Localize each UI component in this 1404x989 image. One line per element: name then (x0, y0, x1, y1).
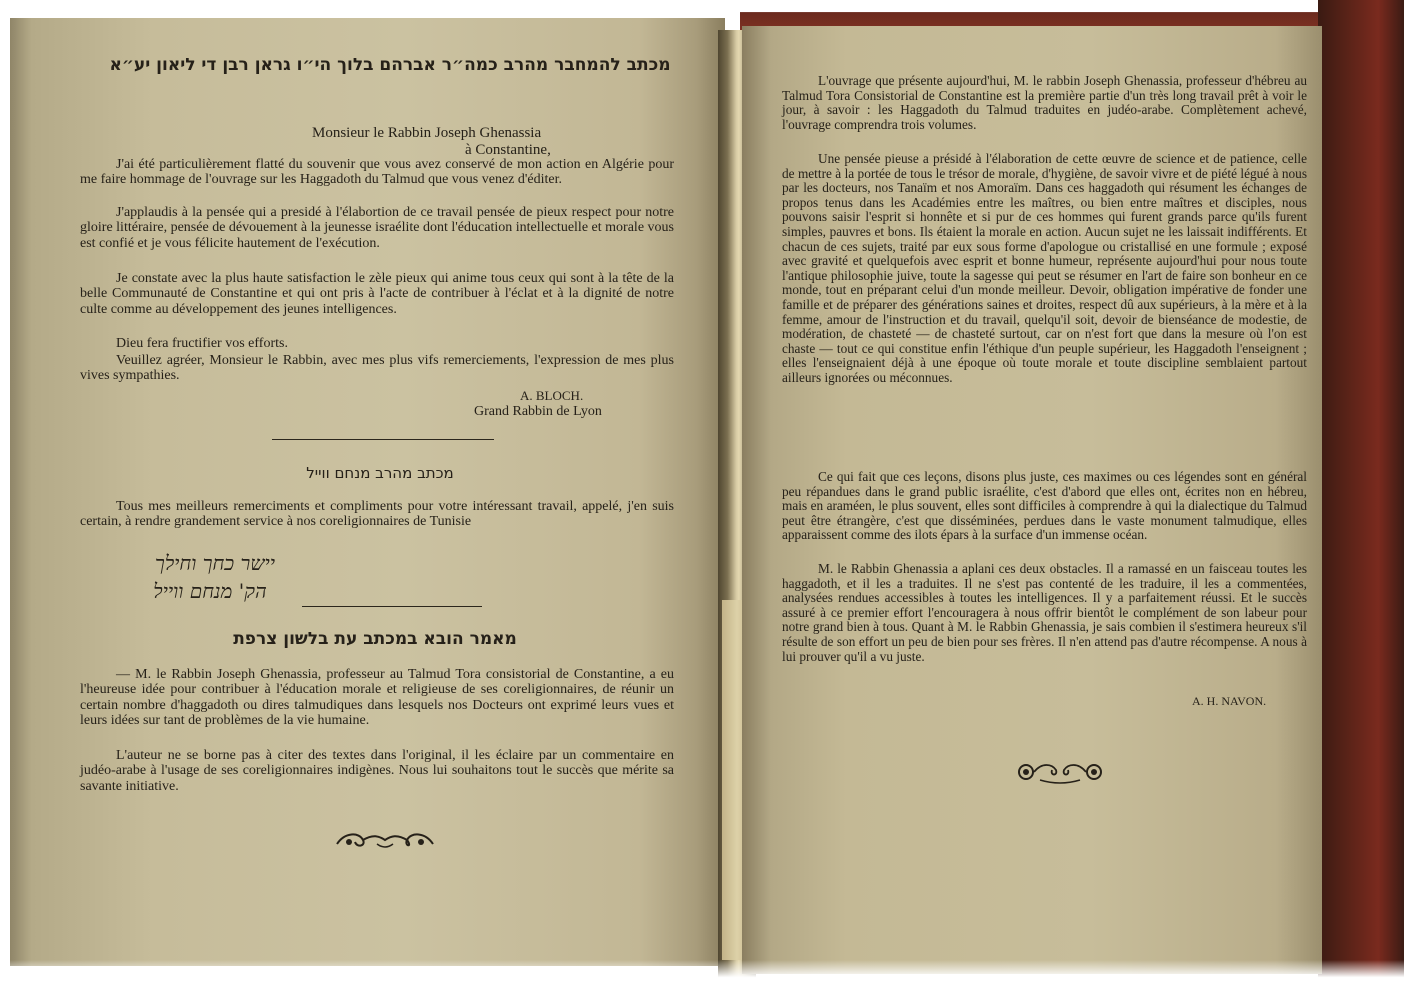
fleuron-ornament-icon (333, 824, 437, 852)
article-paragraph: — M. le Rabbin Joseph Ghenassia, professeur au Talmud Tora consistorial de Constantine, a eu l'heureuse idée pour contribuer à l'éducation morale et religieuse de ses coreligionnaires, de réunir un certain nombre d'haggadoth ou dires talmudiques dans lesquels nos Docteurs ont exprimé leurs vues et leurs idées sur tant de problèmes de la vie humaine. (80, 667, 674, 729)
article-paragraph: L'auteur ne se borne pas à citer des textes dans l'original, il les éclaire par un commentaire en judéo-arabe à l'usage de ses coreligionnaires indigènes. Nous lui souhaitons tout le succès que mérite sa savante initiative. (80, 748, 674, 794)
right-paragraph: M. le Rabbin Ghenassia a aplani ces deux obstacles. Il a ramassé en un faisceau toutes les haggadoth, et il les a traduites. Il ne s'est pas contenté de les traduire, il les a commentées, analysées rendues accessibles à toutes les intelligences. Il y a parfaitement réussi. Et le succès assuré à ce premier effort l'encouragera à nous offrir bientôt le complément de son labeur pour notre grand bien à tous. Quant à M. le Rabbin Ghenassia, je sais combien il s'estimera heureux s'il résulte de son effort un peu de bien pour ses frères. Il n'en attend pas d'autre récompense. A nous à lui prouver qu'il a vu juste. (782, 561, 1307, 664)
right-paragraph: Ce qui fait que ces leçons, disons plus juste, ces maximes ou ces légendes sont en général peu répandues dans le grand public israélite, c'est d'abord que elles ont, écrites non en hébreu, mais en araméen, le plus souvent, elles sont difficiles à comprendre à qui la dialectique du Talmud peut être étrangère, c'est que disséminées, perdues dans le vaste monument talmudique, elles apparaissent comme des ilots épars à la surface d'un immense océan. (782, 469, 1307, 543)
letter1-paragraph: J'applaudis à la pensée qui a presidé à l'élabortion de ce travail pensée de pieux respect pour notre gloire littéraire, pensée de dévouement à la jeunesse israélite dont l'éducation intellectuelle et morale vous est confié et je vous félicite hautement de l'exécution. (80, 205, 674, 251)
photo-bottom-margin (0, 960, 1404, 989)
left-page (10, 18, 725, 966)
letter1-paragraph: Veuillez agréer, Monsieur le Rabbin, avec mes plus vifs remerciements, l'expression de mes plus vives sympathies. (80, 353, 674, 384)
right-page (742, 26, 1322, 974)
article-hebrew-heading: מאמר הובא במכתב עת בלשון צרפת (233, 629, 517, 649)
right-paragraph: L'ouvrage que présente aujourd'hui, M. le rabbin Joseph Ghenassia, professeur d'hébreu au Talmud Tora Consistorial de Constantine est la première partie d'un très long travail prêt à voir le jour, à savoir : les Haggadoth du Talmud traduites en judéo-arabe. Complètement achevé, l'ouvrage comprendra trois volumes. (782, 73, 1307, 132)
right-signature: A. H. NAVON. (1192, 694, 1267, 708)
addressee-name: Monsieur le Rabbin Joseph Ghenassia (312, 125, 542, 141)
hebrew-blessing: יישר כחך וחילך (155, 551, 275, 575)
right-paragraph: Une pensée pieuse a présidé à l'élaboration de cette œuvre de science et de patience, celle de mettre à la portée de tous le trésor de morale, d'hygiène, de savoir vivre et de piété légué à nous par les docteurs, nos Tanaïm et nos Amoraïm. Dans ces haggadoth qui résument les échanges de propos tenus dans les Académies entre les maîtres, ou bien entre maîtres et disciples, nous pouvons saisir l'esprit si honnête et si pur de ces hommes qui furent grands parce qu'ils furent simples, pauvres et bons. Ils étaient la morale en action. Aucun sujet ne les laissait indifférents. Et chacun de ces sujets, traité par eux sous forme d'apologue ou cristallisé en une formule ; exposé avec gravité et quelquefois avec esprit et bonne humeur, représente aujourd'hui pour nous toute l'antique philosophie juive, toute la sagesse qui peut se résumer en l'art de faire son bonheur en ce monde, tout en préparant celui d'un monde meilleur. Devoir, obligation impérative de fonder une famille et de préparer des générations saines et droites, respect dû aux supérieurs, à la mère et à la femme, amour de l'instruction et du travail, quelqu'il soit, devoir de bienséance de modestie, de modération, de chasteté — de chasteté surtout, car on n'est fort que dans la mesure où l'on est chaste — tout ce qui constitue enfin l'éthique d'un peuple supérieur, les Haggadoth l'enseignent ; elles l'enseignaient déjà à une époque où toute morale et toute discipline semblaient partout ailleurs ignorées ou méconnues. (782, 151, 1307, 385)
signature-line (302, 606, 482, 607)
fleuron-ornament-icon (1012, 756, 1108, 786)
signature-title: Grand Rabbin de Lyon (474, 404, 602, 419)
addressee-place: à Constantine, (465, 142, 551, 158)
letter2-paragraph: Tous mes meilleurs remerciments et compliments pour votre intéressant travail, appelé, j'en suis certain, à rendre grandement service à nos coreligionnaires de Tunisie (80, 499, 674, 530)
section-divider (272, 439, 494, 440)
book-cover-edge (1318, 0, 1404, 989)
signature-name: A. BLOCH. (520, 388, 584, 403)
letter2-hebrew-heading: מכתב מהרב מנחם ווייל (306, 464, 454, 482)
letter1-paragraph: Je constate avec la plus haute satisfaction le zèle pieux qui anime tous ceux qui sont à la tête de la belle Communauté de Constantine et qui ont pris à l'acte de contribuer à l'éclat et à la dignité de notre culte comme au développement des jeunes intelligences. (80, 271, 674, 317)
hebrew-signature: הק' מנחם ווייל (153, 579, 267, 603)
letter1-paragraph: Dieu fera fructifier vos efforts. (116, 336, 288, 351)
letter1-hebrew-heading: מכתב להמחבר מהרב כמה״ר אברהם בלוך הי״ו גראן רבן די ליאון יע״א (109, 55, 671, 75)
letter1-paragraph: J'ai été particulièrement flatté du souvenir que vous avez conservé de mon action en Algérie pour me faire hommage de l'ouvrage sur les Haggadoth du Talmud que vous venez d'éditer. (80, 157, 674, 188)
